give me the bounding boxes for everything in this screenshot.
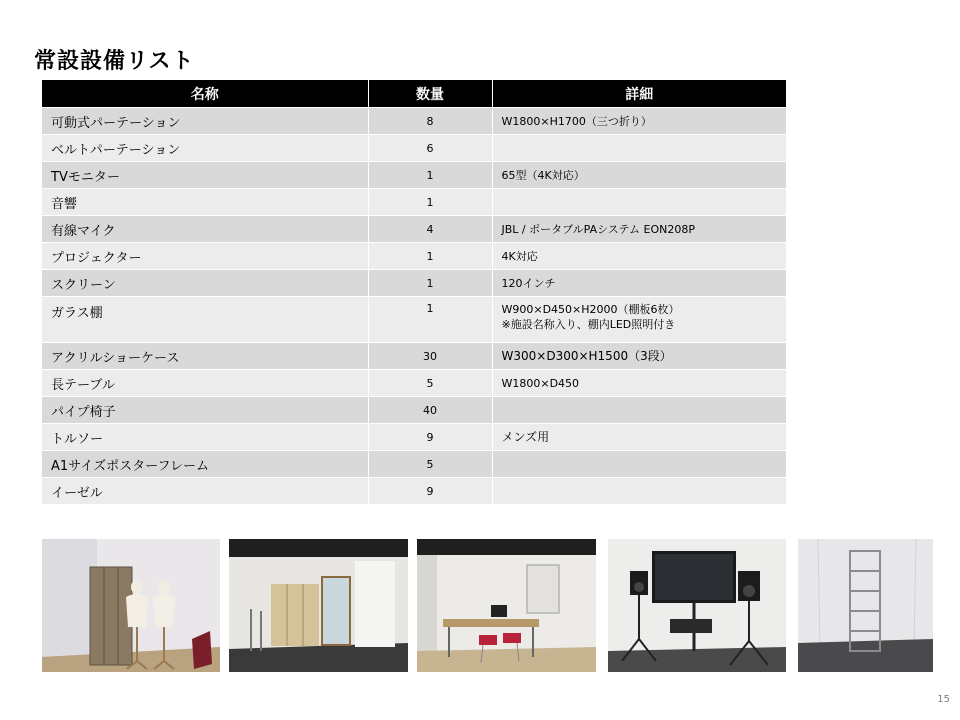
cell-qty: 40 [368,397,492,424]
cell-name: トルソー [42,424,368,451]
cell-name: 音響 [42,189,368,216]
cell-name: ガラス棚 [42,297,368,343]
cell-qty: 8 [368,108,492,135]
cell-detail: W900×D450×H2000（棚板6枚） ※施設名称入り、棚内LED照明付き [492,297,786,343]
cell-qty: 1 [368,270,492,297]
cell-detail: 65型（4K対応） [492,162,786,189]
cell-name: 有線マイク [42,216,368,243]
photo-table-chairs [417,539,596,672]
cell-qty: 30 [368,343,492,370]
table-row [42,343,786,370]
cell-detail [492,478,786,505]
cell-qty: 9 [368,424,492,451]
table-row [42,397,786,424]
cell-detail: メンズ用 [492,424,786,451]
table-row [42,297,786,343]
header-name: 名称 [42,80,368,108]
cell-qty: 1 [368,162,492,189]
cell-name: A1サイズポスターフレーム [42,451,368,478]
cell-name: 可動式パーテーション [42,108,368,135]
table-row [42,370,786,397]
cell-qty: 5 [368,370,492,397]
equipment-table [42,80,786,504]
cell-detail: 120インチ [492,270,786,297]
cell-qty: 4 [368,216,492,243]
cell-detail: W1800×D450 [492,370,786,397]
cell-name: TVモニター [42,162,368,189]
cell-qty: 1 [368,243,492,270]
table-row [42,162,786,189]
header-quantity: 数量 [368,80,492,108]
cell-qty: 6 [368,135,492,162]
table-row [42,243,786,270]
table-row [42,424,786,451]
cell-qty: 5 [368,451,492,478]
cell-qty: 9 [368,478,492,505]
cell-detail: W1800×H1700（三つ折り） [492,108,786,135]
cell-detail [492,397,786,424]
cell-qty: 1 [368,189,492,216]
header-detail: 詳細 [492,80,786,108]
cell-qty: 1 [368,297,492,343]
table-row [42,216,786,243]
table-row [42,189,786,216]
cell-name: 長テーブル [42,370,368,397]
cell-detail: JBL / ポータブルPAシステム EON208P [492,216,786,243]
cell-detail: W300×D300×H1500（3段） [492,343,786,370]
cell-name: イーゼル [42,478,368,505]
cell-name: パイプ椅子 [42,397,368,424]
table-row [42,478,786,505]
table-row [42,451,786,478]
cell-detail [492,135,786,162]
cell-name: スクリーン [42,270,368,297]
photo-glass-shelf [798,539,933,672]
photo-tv-speakers [608,539,786,672]
cell-name: ベルトパーテーション [42,135,368,162]
cell-detail [492,189,786,216]
cell-detail: 4K対応 [492,243,786,270]
cell-name: アクリルショーケース [42,343,368,370]
photo-gallery-room [229,539,408,672]
photo-torsos-partition [42,539,220,672]
table-row [42,108,786,135]
cell-name: プロジェクター [42,243,368,270]
table-row [42,135,786,162]
table-header-row [42,80,786,108]
table-row [42,270,786,297]
page-number: 15 [937,694,950,705]
page-title: 常設設備リスト [34,49,195,74]
cell-detail [492,451,786,478]
